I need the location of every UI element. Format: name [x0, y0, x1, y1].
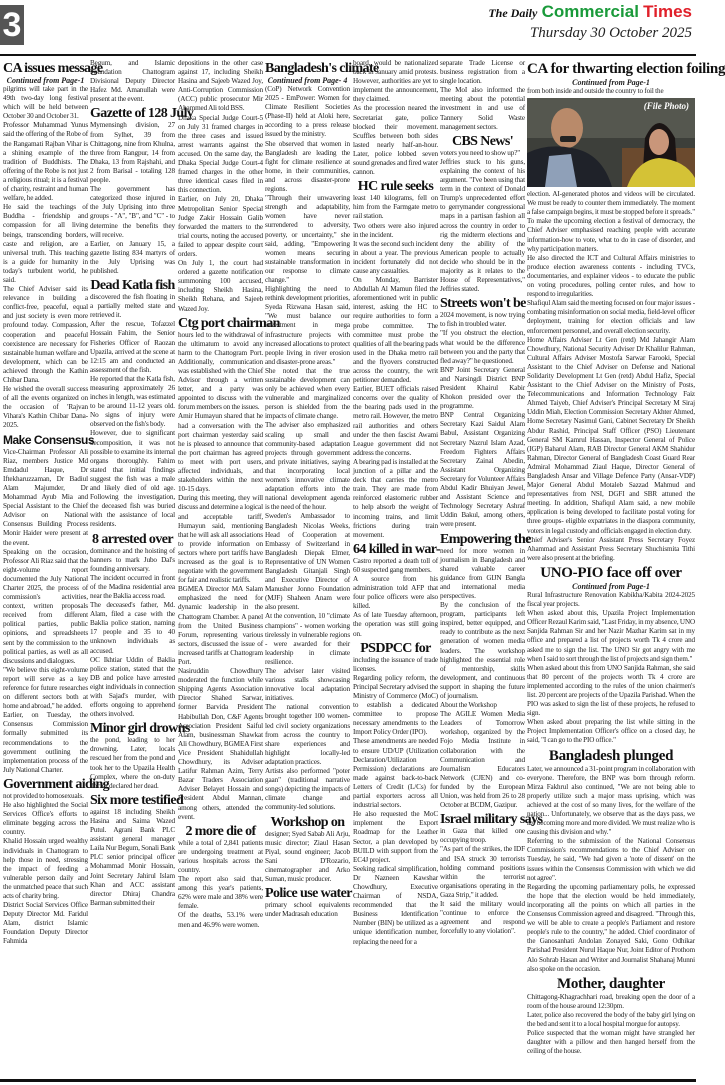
article-paragraph: board, would be nationalized back in January amid protests. However, authorities are yet to implement the announcement, they claimed. [353, 59, 438, 104]
article-headline: Empowering the [440, 531, 531, 547]
article-paragraph: Khalid Hossain urged wealthy individuals in Chattogram to help those in need, stressing the impact of feeding a vulnerable person daily and the unmatched peace that such acts of charity bring. [3, 837, 88, 900]
article-paragraph: District Social Services Office Deputy Director Md. Faridul Alam, district Islamic Foundation Deputy Director Fahmida [3, 901, 88, 946]
article-paragraph: Vice-Chairman Professor Ali Riaz, members Justice Md Emdadul Haque, Dr Iftekharuzzaman, Dr Badiul Alam Majumder, Dr Mohammad Ayub Mia and Special Assistant to the Chief Advisor on National Consensus Building Process Monir Haider were present at the event. [3, 447, 88, 547]
article-paragraph: The MoI also informed the meeting about the potential investment in and use of Tannery Solid Waste management sectors. [440, 86, 525, 131]
article-paragraph: The report also said that, among this year's patients, 62% were male and 38% were female. [178, 875, 263, 911]
article-block [90, 278, 175, 529]
article-paragraph: Two others were also injured in the incident. [353, 221, 438, 239]
issue-date: Thursday 30 October 2025 [529, 25, 692, 41]
article-paragraph: least 140 kilograms, fell on him from the Farmgate metro rail station. [353, 194, 438, 221]
article-paragraph: When asked about this from UNO Sanjida Rahman, she said that 80 percent of the projects worth Tk 4 crore are implemented according to the rules of the union chairmen's list. 20 percent are projects of the Upazila Parishad. When the PIO was asked to sign the list of these projects, he refused to sign. [527, 663, 695, 718]
article-paragraph: It was the second such incident in about a year. The previous incident fortunately did not cause any casualties. [353, 239, 438, 275]
header-rule [0, 54, 696, 56]
article-paragraph: election. AI-generated photos and videos will be circulated. We must be ready to counter them immediately. The moment a false campaign begins, it must be stopped before it spreads." To make the upcoming election a festival of democracy, the Chief Adviser emphasised reaching people with accurate information-how to vote, what to do in case of disorder, and why participation matters. [527, 190, 695, 253]
article-headline: UNO-PIO face off over [540, 564, 682, 581]
article-paragraph: The adviser later visited various stalls showcasing innovative local adaptation initiatives. [265, 667, 350, 703]
article-block [90, 106, 194, 276]
article-paragraph: Earlier, on January 15, a gazette listing 834 martyrs of the July Uprising was published. [90, 239, 175, 275]
article-paragraph: Referring to the submission of the National Consensus Commission's recommendations to the Chief Adviser on Tuesday, he said, "We had given a 'note of dissent' on the issues within the Consensus Commission with which we did not agree". [527, 837, 695, 882]
article-paragraph: BNP Joint Secretary General and Narsingdi District BNP President Khairul Kabir Khokon presided over the programme. [440, 365, 525, 411]
article-paragraph: Shafiqul Alam said the meeting focused on four major issues - combating misinformation on social media, field-level officer deployment, training for election officials and law enforcement personnel, and overall election security. [527, 299, 695, 335]
article-paragraph: Earlier, BUET officials raised concerns over the quality of the bearing pads used in the metro rail. However, the metro rail authorities and others under the then fascist Awami League government did not address the concerns. [353, 385, 438, 457]
article-paragraph: The Chief Adviser said its relevance in building a conflict-free, peaceful, equal and just society is even more profound today. Compassion, cooperation and peaceful coexistence are necessary for sustainable human welfare and development, which can be achieved through the Kathin Chibar Dana. [3, 285, 88, 384]
article-paragraph: including the issuance of trade licenses. [353, 655, 438, 673]
article-paragraph: Mymensingh division, 27 from Sylhet, 39 from Chittagong, nine from Khulna, three from Rangpur, 14 from Dhaka, 13 from Rajshahi, and 2 from Barisal - totaling 128 people. [90, 121, 175, 185]
article-block [440, 531, 531, 811]
article-paragraph: 2024 movement, is now trying to fish in troubled water. [440, 311, 525, 329]
article-headline: 2 more die of [185, 823, 256, 839]
article-paragraph: Of the deaths, 53.1% were men and 46.9% were women. [178, 911, 263, 929]
footer-rule [0, 1079, 696, 1082]
article-headline: Bangladesh's climate [265, 61, 379, 76]
article-block [353, 59, 438, 177]
article-headline: CBS News' [451, 133, 514, 149]
article-paragraph: Nasiruddin Chowdhury moderated the function while Shipping Agents Association Director Shahed Sarwar, former Barvida President Habibullah Don, C&F Agents Association President Saiful Alam, businessman Shawkat Ali Chowdhury, BGMEA First Vice President Shahidullah Chowdhury, its Adviser Latifur Rahman Azim, Terry Bazar Traders Association Adviser Belayet Hossain and President Abdul Mannan, among others, attended the event. [178, 667, 263, 821]
article-paragraph: He also highlighted the Social Services Office's efforts to eliminate begging across the country. [3, 801, 88, 837]
article-paragraph: Chittagong-Khagrachhari road, breaking open the door of a room of the house around 12:30pm. [527, 992, 695, 1010]
news-column-2 [90, 59, 194, 909]
article-paragraph: Earlier, on Tuesday, the Consensus Commission formally submitted its recommendations to the government outlining the implementation process of the July National Charter. [3, 711, 88, 774]
article-paragraph: These amendments are needed to ensure UD/UP (Utilization Declaration/Utilization Permission) declarations are made against back-to-back Letters of Credit (L/Cs) for partial exporters across all industrial sectors. [353, 737, 438, 810]
article-paragraph: The adviser also emphasized scaling up small and community-based adaptation projects through government and private initiatives, saying that incorporating local women's innovative climate adaptation efforts into the national development agenda is the need of the hour. [265, 421, 350, 512]
article-paragraph: against 18 including Sheikh Hasina and Saima Wazed Putul. Agrani Bank PLC assistant general manager Laila Nur Begum, Sonali Bank PLC senior principal officer Mohammad Monir Hossain, Joint Secretary Jahirul Islam Khan and ACC assistant director Dhiraj Chandra Barman submitted their [90, 807, 175, 907]
article-headline: HC rule seeks [357, 179, 434, 195]
article-paragraph: "We believe this eight-volume report will serve as a key reference for future researches on different sectors both at home and abroad," he added. [3, 665, 88, 711]
article-paragraph: primary school equivalents under Madrasah education [265, 901, 350, 919]
article-paragraph: voters you need to show up?" [440, 148, 521, 157]
article-paragraph: When asked about preparing the list while sitting in the Project Implementation Officer's office on a closed day, he said, "I can go to the PIO office." [527, 718, 695, 745]
article-paragraph: "Through their unwavering strength and adaptability, women have never surrendered to adversity, poverty, or uncertainty," she said, adding, "Empowering women means securing sustainable transformation in our response to climate change." [265, 194, 350, 284]
article-paragraph: Later, we announced a 31-point program in collaboration with everyone. Therefore, the BNP was born through reform. Mirza Fakhrul also continued, "We are not being able to properly utilize such a major mass uprising, which was achieved at the cost of so many lives, for the welfare of the nation... Unfortunately, we observe that as the days pass, we are becoming more and more divided. We must realize who is causing this division and why." [527, 764, 696, 837]
article-headline: Bangladesh plunged [548, 747, 674, 764]
article-paragraph: By the conclusion of the program, participants left inspired, better equipped, and ready to contribute as the next generation of women media leaders. The workshop highlighted the essential role of mentorship, skills development, and continuous support in shaping the future of journalism. [440, 601, 525, 700]
article-block [90, 792, 184, 908]
article-headline: Workshop on [270, 814, 345, 830]
article-paragraph: He also requested the MoC implement the Export Roadmap for the Leather Sector, a plan developed by BUILD with support from the EC4J project. [353, 810, 438, 864]
article-paragraph: When asked about this, Upazila Project Implementation Officer Rezaul Karim said, "Last Friday, in my absence, UNO Sanjida Rahman Sir and her Nazir Mazhar Karim sat in my office and prepared a list of projects worth Tk 4 crore and asked me to sign the list. The UNO Sir got angry with me when I said to sort through the list of projects and sign them." [527, 609, 695, 663]
photo-caption: (File Photo) [643, 101, 689, 112]
news-column-5 [353, 59, 438, 948]
article-paragraph: need for more women in journalism in Bangladesh and shared valuable career guidance from GIJN Bangla and international media perspectives. [440, 546, 525, 600]
article-paragraph: "As part of the strikes, the IDF and ISA struck 30 terrorists holding command positions within the terrorist organisations operating in the Gaza Strip," it added. [440, 845, 525, 899]
article-block [90, 721, 190, 791]
article-paragraph: Home Affairs Adviser Lt Gen (retd) Md Jahangir Alam Chowdhury, National Security Adviser Dr Khalilur Rahman, Cultural Affairs Adviser Mostofa Sarwar Farooki, Special Assistant to the Chief Adviser on Defense and National Solidarity Development Lt Gen (retd) Abdul Hafiz, Special Assistant to the Chief Adviser on the Ministry of Posts, Telecommunications and Information Technology Faiz Ahmed Taiyeb, Chief Adviser's Principal Secretary M Siraj Uddin Miah, Election Commission Secretary Akhter Ahmed, Home Secretary Nasimul Gani, Cabinet Secretary Dr Sheikh Abdur Rashid, Principal Staff Officer (PSO) Lieutenant General SM Kamrul Hassan, Inspector General of Police (IGP) Baharul Alam, RAB Director General AKM Shahidur Rahman, Director General of Bangladesh Coast Guard Rear Admiral Mohammad Ziaul Haque, Director General of Bangladesh Ansar and Village Defence Party (Ansar-VDP) Major General Abdul Motaleb Sazzad Mahmud and representatives from NSI, DGFI and SBR attuned the meeting. In addition, Shafiqul Alam said, a new mobile application is being developed to facilitate postal voting for three groups- eligible expatriates in the diaspora community, voters in legal custody and officials engaged in election duty. [527, 335, 695, 535]
article-paragraph: Artists also performed "poter gaan" (traditional narrative songs) depicting the impacts of climate change and community-led solutions. [265, 767, 350, 812]
news-column-3 [178, 59, 280, 931]
article-paragraph: At the convention, 10 "climate champions" - women working tirelessly in vulnerable regions - were awarded for their leadership in climate resilience. [265, 612, 350, 666]
article-headline: 8 arrested over [92, 531, 173, 547]
article-paragraph: However, due to significant decomposition, it was not possible to examine its internal organs thoroughly. Fahim stated that initial findings suggest the fish was a male and likely died of old age. Following the investigation, the deceased fish was buried with the assistance of local residents. [90, 429, 175, 529]
news-column-6 [440, 59, 543, 937]
article-paragraph: designer; Syed Sabab Ali Arju, music director; Ziaul Hasan Piyal, sound engineer; Jacob Sani D'Rozario, cinematographer and Arko Suman, music producer. [265, 829, 350, 883]
logo-times: Times [643, 2, 692, 21]
article-paragraph: Seeking radical simplification, Dr Nazneen Kawshar Chowdhury, Executive Chairman of NSDA, recommended that the Business Identification Number (BIN) be utilized as a unique identification number, replacing the need for a [353, 864, 438, 946]
article-block [178, 824, 263, 930]
article-paragraph: As of late Tuesday afternoon, the operation was still going on. [353, 611, 438, 638]
article-paragraph: She noted that the true sustainable development can only be achieved when every vulnerable and marginalized person is shielded from the impacts of climate change. [265, 366, 350, 421]
article-block [3, 776, 110, 947]
article-paragraph: As the procession neared the Secretariat gate, police blocked their movement. Scuffles between both sides lasted nearly half-an-hour. Later, police lobbed seven sound grenades and fired water cannon. [353, 104, 439, 177]
page-number: 3 [0, 5, 24, 45]
article-headline: Streets won't be [440, 296, 526, 312]
article-headline: Police use water [265, 886, 352, 902]
article-paragraph: Chief Adviser's Senior Assistant Press Secretary Foyez Ahammad and Assistant Press Secretary Shuchismita Tithi were also present at the briefing. [527, 535, 695, 562]
article-paragraph: Police suspected that the woman might have strangled her daughter with a pillow and then hanged herself from the ceiling of the house. [527, 1029, 695, 1056]
article-block [527, 565, 695, 746]
article-paragraph: from both inside and outside the country to foil the [527, 87, 664, 95]
article-paragraph: depositions in the other case against 17, including Sheikh Hasina and Sajeeb Wazed Joy, Anti-Corruption Commission (ACC) public prosecutor Mir Ahammed Ali told BSS. [178, 59, 263, 113]
wide-column [527, 59, 725, 1057]
article-block [90, 59, 175, 104]
article-paragraph: Rural Infrastructure Renovation Kabikha/Kabita 2024-2025 fiscal year projects. [527, 590, 695, 609]
article-block [90, 532, 175, 720]
masthead [488, 2, 692, 42]
article-headline: Minor girl drowns [90, 721, 190, 737]
news-column-1 [3, 59, 110, 948]
article-block [440, 59, 525, 132]
article-headline: 64 killed in war- [353, 541, 440, 557]
article-paragraph: Begum, and Islamic Foundation Chattogram Divisional Deputy Director Hafez Md. Amanullah were present at the event. [90, 59, 175, 104]
article-paragraph: discovered the fish floating in a partially melted state and retrieved it. [90, 293, 175, 320]
article-block [527, 976, 695, 1057]
continued-label: Continued from Page- 4 [267, 76, 348, 85]
logo-commercial: Commercial [541, 2, 639, 21]
article-paragraph: Highlighting the need to rethink development priorities, Syeda Rizwana Hasan said, "We must balance our investment in mega infrastructure projects with increased allocations to protect people living in river erosion and disaster-prone areas." [265, 285, 350, 366]
article-block [440, 134, 525, 295]
article-block [3, 61, 103, 431]
article-headline: PSDPCC for [360, 640, 431, 656]
article-headline: Israel military says [440, 812, 543, 828]
article-paragraph: in Gaza that killed one occupying troop. [440, 827, 525, 845]
article-paragraph: BGMEA Director MA Salam emphasized the need for dynamic leadership in the Chattogram Chamber. A panel from the United Business Forum, representing various sectors, discussed the issue of increased tariffs at Chattogram Port. [178, 585, 263, 666]
article-paragraph: dominance and the hoisting of banners to mark Jubo Dal's founding anniversary. [90, 546, 175, 573]
article-headline: Make Consensus [3, 432, 95, 447]
article-paragraph: On July 1, the court had ordered a gazette notification summoning 100 accused, including Sheikh Hasina, Sheikh Rehana, and Sajeeb Wazed Joy. [178, 259, 263, 313]
article-paragraph: About the Workshop [440, 701, 497, 710]
article-paragraph: the pond, leading to her drowning. Later, locals rescued her from the pond and took her to the Upazila Health Complex, where the on-duty doctor declared her dead. [90, 736, 175, 790]
article-block [440, 812, 543, 936]
article-block [265, 815, 350, 885]
article-headline: Government aiding [3, 776, 110, 792]
article-paragraph: Regarding policy reform, the Principal Secretary advised the Ministry of Commerce (MoC) to establish a dedicated committee to propose necessary amendments to the Import Policy Order (IPO). [353, 673, 438, 737]
article-block [265, 61, 379, 813]
article-paragraph: Professor Muhammad Yunus said the offering of the Robe of the Rangamati Rajban Vihar is a shining example of the tradition of Buddhists. The offering of the Robe is not just a religious ritual; it is a festival of charity, restraint and human welfare, he added. [3, 121, 88, 203]
article-paragraph: She observed that women in Bangladesh are leading the fight for climate resilience at home, in their communities, and across disaster-prone regions. [265, 139, 350, 194]
article-paragraph: Sweden's Ambassador to Bangladesh Nicolas Weeks, Head of Cooperation at Embassy of Switzerland in Bangladesh Diepak Elmer, Representative of UN Women Bangladesh Gitanjali Singh and Executive Director of Manusher Jonno Foundation (MJF) Shaheen Anam were also present. [265, 512, 350, 612]
article-paragraph: The AGILE Women Media Leaders of Tomorrow workshop, organized by the Fojo Media Institute in collaboration with the Communication and Journalism Educators Network (CJEN) and co-funded by the European Union, was held from 26 to 28 October at BCDM, Gazipur. [440, 710, 525, 810]
article-paragraph: "If you obstruct the election, what would be the difference between you and the party that fled away?" he questioned. [440, 329, 525, 365]
article-paragraph: not provided to homosexuals. [3, 791, 84, 800]
article-paragraph: Speaking on the occasion, Professor Ali Riaz said that the eight-volume report documented the July National Charter 2025, the process of commission's activities, context, written proposals received from different political parties, public opinions, and spreadsheets sent by the commission to the political parties, as well as all discussions and dialogues. [3, 547, 88, 665]
article-paragraph: After the rescue, Tofazzel Hossain Fahim, the Senior Fisheries Officer of Raozan Upazila, arrived at the scene at 12:15 am and conducted an assessment of the fish. [90, 320, 175, 374]
article-paragraph: hours led to the withdrawal of the ultimatum to avoid any harm to the Chattogram Port. Additionally, communication was established with the Chief Advisor through a written letter, and a party was appointed to discuss with the forum members on the issues. [178, 330, 263, 412]
article-paragraph: He said the teachings of Buddha - friendship and compassion for all living beings, transcending borders, caste and religion, are a universal truth. This teaching is a guide for humanity in today's turbulent world, he said. [3, 203, 88, 284]
article-paragraph: pilgrims will take part in the 49th two-day long festival which will be held between October 30 and October 31. [3, 85, 88, 121]
article-headline: Gazette of 128 July [90, 106, 194, 122]
article-paragraph: A source from his administration told AFP that four police officers were also killed. [353, 574, 438, 611]
article-paragraph: The government has categorized those injured in the July Uprising into three groups - "A", "B", and "C" - to determine the benefits they will receive. [90, 185, 175, 239]
news-photo [527, 98, 695, 187]
article-paragraph: Jeffries stuck to his guns, explaining the context of his argument. "I've been using that term in the context of Donald Trump's unprecedented effort to gerrymander congressional maps in a partisan fashion all across the country in order to rig the midterm elections and deny the ability of the American people to actually decide who should be in the majority as it relates to the House of Representatives," Jeffries stated. [440, 157, 525, 294]
article-ca-election [527, 61, 725, 563]
article-paragraph: During this meeting, they will discuss and determine a logical and acceptable tariff, Humayun said, mentioning that he will ask all associations to provide information on sectors where port tariffs have increased as the goal is to negotiate with the government for fair and realistic tariffs. [178, 494, 263, 585]
newspaper-logo [488, 2, 692, 22]
article-block [178, 315, 280, 822]
article-headline: Six more testified [90, 792, 184, 808]
article-block [178, 59, 263, 314]
article-paragraph: He also directed the ICT and Cultural Affairs ministries to produce election awareness contents - including TVCs, documentaries, and explainer videos - to educate the public on voting procedures, polling center rules, and how to respond to irregularities. [527, 253, 695, 299]
article-paragraph: Castro reported a death toll of 60 suspected gang members. [353, 556, 438, 574]
article-paragraph: It said the military would "continue to enforce the agreement and respond forcefully to any violation". [440, 899, 525, 936]
article-paragraph: while a total of 2,841 patients are undergoing treatment at various hospitals across the country. [178, 838, 263, 874]
article-paragraph: On Monday, Barrister Abdullah Al Mamun filed the aforementioned writ in public interest, asking the HC to require authorities to form a probe committee. The committee must probe the qualities of all the bearing pads used in the Dhaka metro rail and the flyovers constructed across the country, the writ petitioner demanded. [353, 276, 438, 385]
article-block [353, 179, 438, 540]
article-paragraph: OC Ikhtiar Uddin of Baklia police station, stated that the DB and police have arrested eight individuals in connection with Sajad's murder, with efforts ongoing to apprehend others involved. [90, 655, 175, 719]
article-paragraph: Later, police also recovered the body of the baby girl lying on the bed and sent it to a local hospital morgue for autopsy. [527, 1010, 695, 1028]
article-paragraph: separate Trade License or business registration from a single location. [440, 59, 525, 86]
news-column-4 [265, 59, 379, 920]
logo-the-daily: The Daily [488, 6, 538, 20]
article-headline: Dead Katla fish [90, 278, 175, 294]
article-paragraph: The incident occurred in front of the Madina residential area near the Baklia access road. [90, 573, 175, 600]
article-paragraph: A bearing pad is installed at the junction of a pillar and the deck that carries the metro train. They are made from reinforced elastomeric rubber to help absorb the weight of incoming trains, and limit frictions during train movement. [353, 457, 438, 539]
article-block [353, 542, 438, 639]
article-block [353, 641, 438, 947]
article-paragraph: Amir Humayun shared that he had a conversation with the port chairman yesterday said he is pleased to announce that the port chairman has agreed to meet with port users, affected individuals, and stakeholders within the next 10-15 days. [178, 412, 263, 494]
article-paragraph: BNP Central Organizing Secretary Kazi Saidul Alam Babul, Assistant Organizing Secretary Nazrul Islam Azad, Freedom Fighters Affairs Secretary Zainal Abedin, Assistant Organizing Secretary for Volunteer Affairs Abdul Kadir Bhuiyan Jewel, and Assistant Science and Technology Secretary Ashraf Uddin Bakul, among others, were present. [440, 411, 525, 529]
article-block [265, 886, 350, 919]
article-paragraph: The deceased's father, Md. Alam, filed a case with the Baklia police station, naming 17 people and 35 to 40 unknown individuals as accused. [90, 601, 175, 655]
article-block [3, 432, 95, 775]
article-paragraph: Regarding the upcoming parliamentary polls, he expressed the hope that the election would be held immediately, incorporating all the points on which all parties in the Consensus Commission agreed and disagreed. "Through this, we will be able to create a people's Parliament and restore people's rule to the country," he added. Chief coordinator of the Ganosanhati Andolan Zonayed Saki, Gono Odhikar Parishad President Nurul Haque Nur, Joint Editor of Prothom Alo Sohrab Hasan and Writer and Journalist Shahanaj Munni also spoke on the occasion. [527, 882, 695, 973]
article-paragraph: Dhaka Special Judge Court-5 on July 31 framed charges in the three cases and issued arrest warrants against the accused. On the same day, the Dhaka Special Judge Court-4 framed charges in the other three identical cases filed in this connection. [178, 113, 263, 195]
article-paragraph: (CoP) Network Convention 2025 - EmPower: Women for Climate Resilient Societies (Phase-II) held at Aloki here, according to a press release issued by the ministry. [265, 85, 350, 139]
article-headline: Ctg port chairman [178, 315, 280, 331]
article-paragraph: The national convention brought together 100 women-led civil society organizations from across the country to share experiences and highlight locally-led adaptation practices. [265, 703, 350, 766]
article-paragraph: Earlier, on July 20, Dhaka Metropolitan Senior Special Judge Zakir Hossain Galib forwarded the matters to the trial courts, noting the accused failed to appear despite court orders. [178, 195, 263, 258]
continued-label: Continued from Page-1 [6, 76, 85, 85]
article-headline: CA issues message [3, 61, 103, 76]
article-paragraph: He reported that the Katla fish, measuring approximately 26 inches in length, was estimated to be around 11-12 years old. No signs of injury were observed on the fish's body. [90, 374, 175, 429]
article-paragraph: He wished the overall success of all the events organized on the occasion of 'Rajvan Vihara's Kathin Chibar Dana-2025. [3, 385, 88, 430]
article-block [527, 748, 695, 974]
article-block [440, 296, 525, 529]
continued-label: Continued from Page-1 [572, 581, 650, 591]
continued-label: Continued from Page-1 [572, 78, 650, 87]
article-headline: Mother, daughter [557, 975, 665, 992]
article-headline: CA for thwarting election foiling [527, 61, 725, 77]
